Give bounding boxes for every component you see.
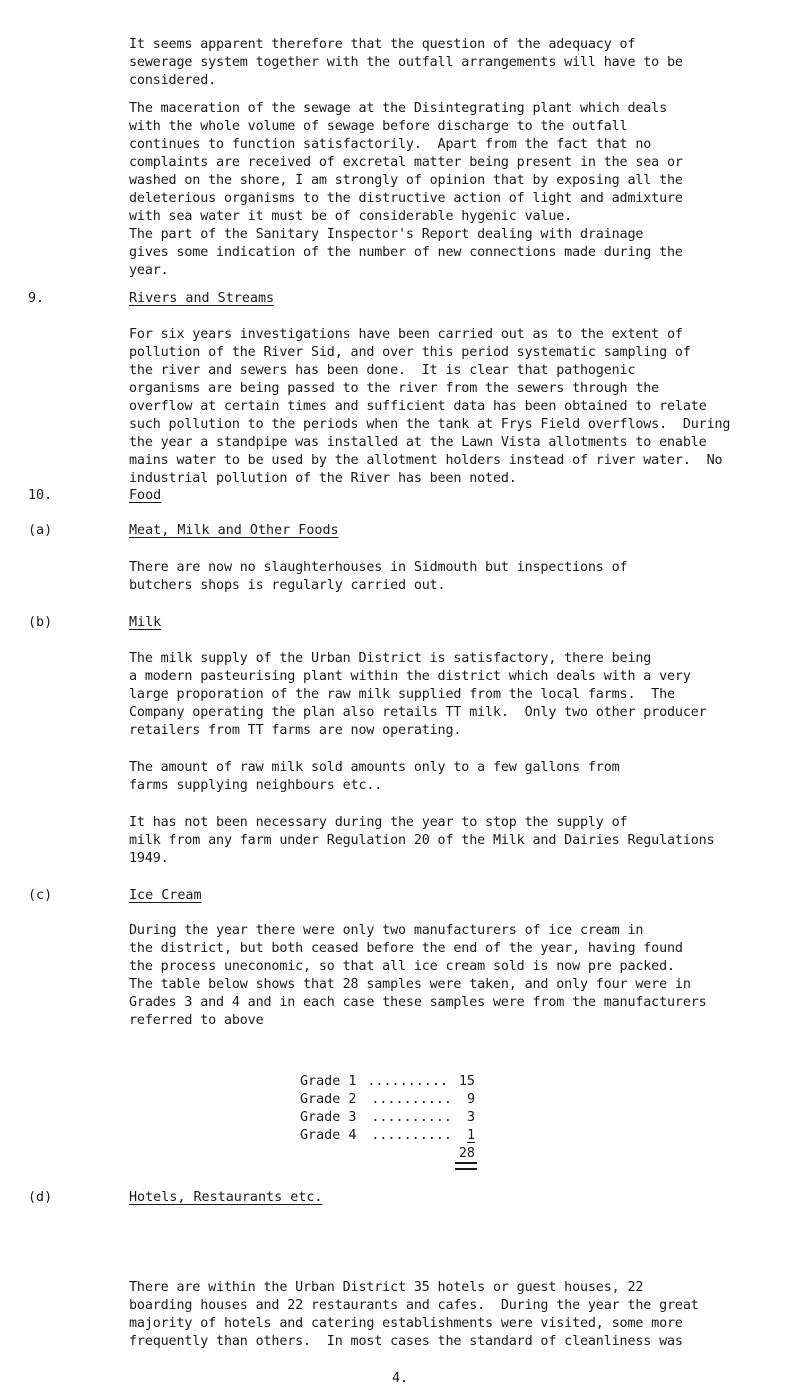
section-a-body: There are now no slaughterhouses in Sidmouth but inspections of butchers shops is regularly carried out. [129, 560, 628, 593]
section-10-number: 10. [28, 488, 53, 503]
grade-count: 9 [466, 1092, 475, 1107]
grade-row [300, 1109, 475, 1127]
section-9-number: 9. [28, 291, 45, 306]
grade-count: 3 [466, 1110, 475, 1125]
ice-cream-grade-table [300, 1073, 475, 1163]
intro-paragraph-2: The maceration of the sewage at the Disintegrating plant which deals with the whole volume of sewage before discharge to the outfall continues to function satisfactorily. Apart from the fact that no complaints are received of excretal matter being present in the sea or washed on the shore, I am strongly of opinion that by exposing all the deleterious organisms to the distructive action of light and admixture with sea water it must be of considerable hygenic value. [129, 101, 683, 224]
intro-paragraph-1: It seems apparent therefore that the question of the adequacy of sewerage system together with the outfall arrangements will have to be considered. [129, 37, 683, 88]
section-10-heading: Food [129, 488, 162, 503]
grade-total: 28 [458, 1146, 475, 1161]
grade-row [300, 1091, 475, 1109]
section-9-body: For six years investigations have been carried out as to the extent of pollution of the River Sid, and over this period systematic sampling of the river and sewers has been done. It is clear that pathogenic organisms are being passed to the river from the sewers through the overflow at certain times and sufficient data has been obtained to relate such pollution to the periods when the tank at Frys Field overflows. During the year a standpipe was installed at the Lawn Vista allotments to enable mains water to be used by the allotment holders instead of river water. No industrial pollution of the River has been noted. [129, 327, 731, 486]
total-double-rule [455, 1162, 477, 1170]
section-b-paragraph-1: The milk supply of the Urban District is satisfactory, there being a modern pasteurising plant within the district which deals with a very large proporation of the raw milk supplied from the local farms. The Company operating the plan also retails TT milk. Only two other producer retailers from TT farms are now operating. [129, 651, 707, 738]
section-d-heading: Hotels, Restaurants etc. [129, 1190, 323, 1205]
intro-paragraph-3: The part of the Sanitary Inspector's Report dealing with drainage gives some indication of the number of new connections made during the year. [129, 227, 683, 278]
grade-label: Grade 1 [300, 1074, 357, 1089]
section-d-number: (d) [28, 1190, 53, 1205]
section-d-body: There are within the Urban District 35 hotels or guest houses, 22 boarding houses and 22 restaurants and cafes. During the year the great majority of hotels and catering establishments were visited, some more frequently than others. In most cases the standard of cleanliness was [129, 1280, 699, 1349]
page-number: 4. [392, 1371, 409, 1386]
grade-row [300, 1127, 475, 1145]
grade-label: Grade 4 [300, 1128, 357, 1143]
section-b-number: (b) [28, 615, 53, 630]
grade-leader: .......... [371, 1092, 452, 1107]
section-a-heading: Meat, Milk and Other Foods [129, 523, 339, 538]
grade-leader: .......... [371, 1128, 452, 1143]
section-b-heading: Milk [129, 615, 162, 630]
grade-count: 1 [466, 1128, 475, 1143]
grade-label: Grade 2 [300, 1092, 357, 1107]
section-b-paragraph-2: The amount of raw milk sold amounts only to a few gallons from farms supplying neighbours etc.. [129, 760, 620, 793]
section-c-body: During the year there were only two manufacturers of ice cream in the district, but both ceased before the end of the year, having found the process uneconomic, so that all ice cream sold is now pre packed. The table below shows that 28 samples were taken, and only four were in Grades 3 and 4 and in each case these samples were from the manufacturers referred to above [129, 923, 707, 1028]
grade-row [300, 1073, 475, 1091]
section-a-number: (a) [28, 523, 53, 538]
grade-leader: .......... [367, 1074, 448, 1089]
section-b-paragraph-3: It has not been necessary during the year to stop the supply of milk from any farm under Regulation 20 of the Milk and Dairies Regulations 1949. [129, 815, 715, 866]
grade-count: 15 [458, 1074, 475, 1089]
grade-label: Grade 3 [300, 1110, 357, 1125]
section-c-number: (c) [28, 888, 53, 903]
section-c-heading: Ice Cream [129, 888, 202, 903]
section-9-heading: Rivers and Streams [129, 291, 275, 306]
grade-leader: .......... [371, 1110, 452, 1125]
